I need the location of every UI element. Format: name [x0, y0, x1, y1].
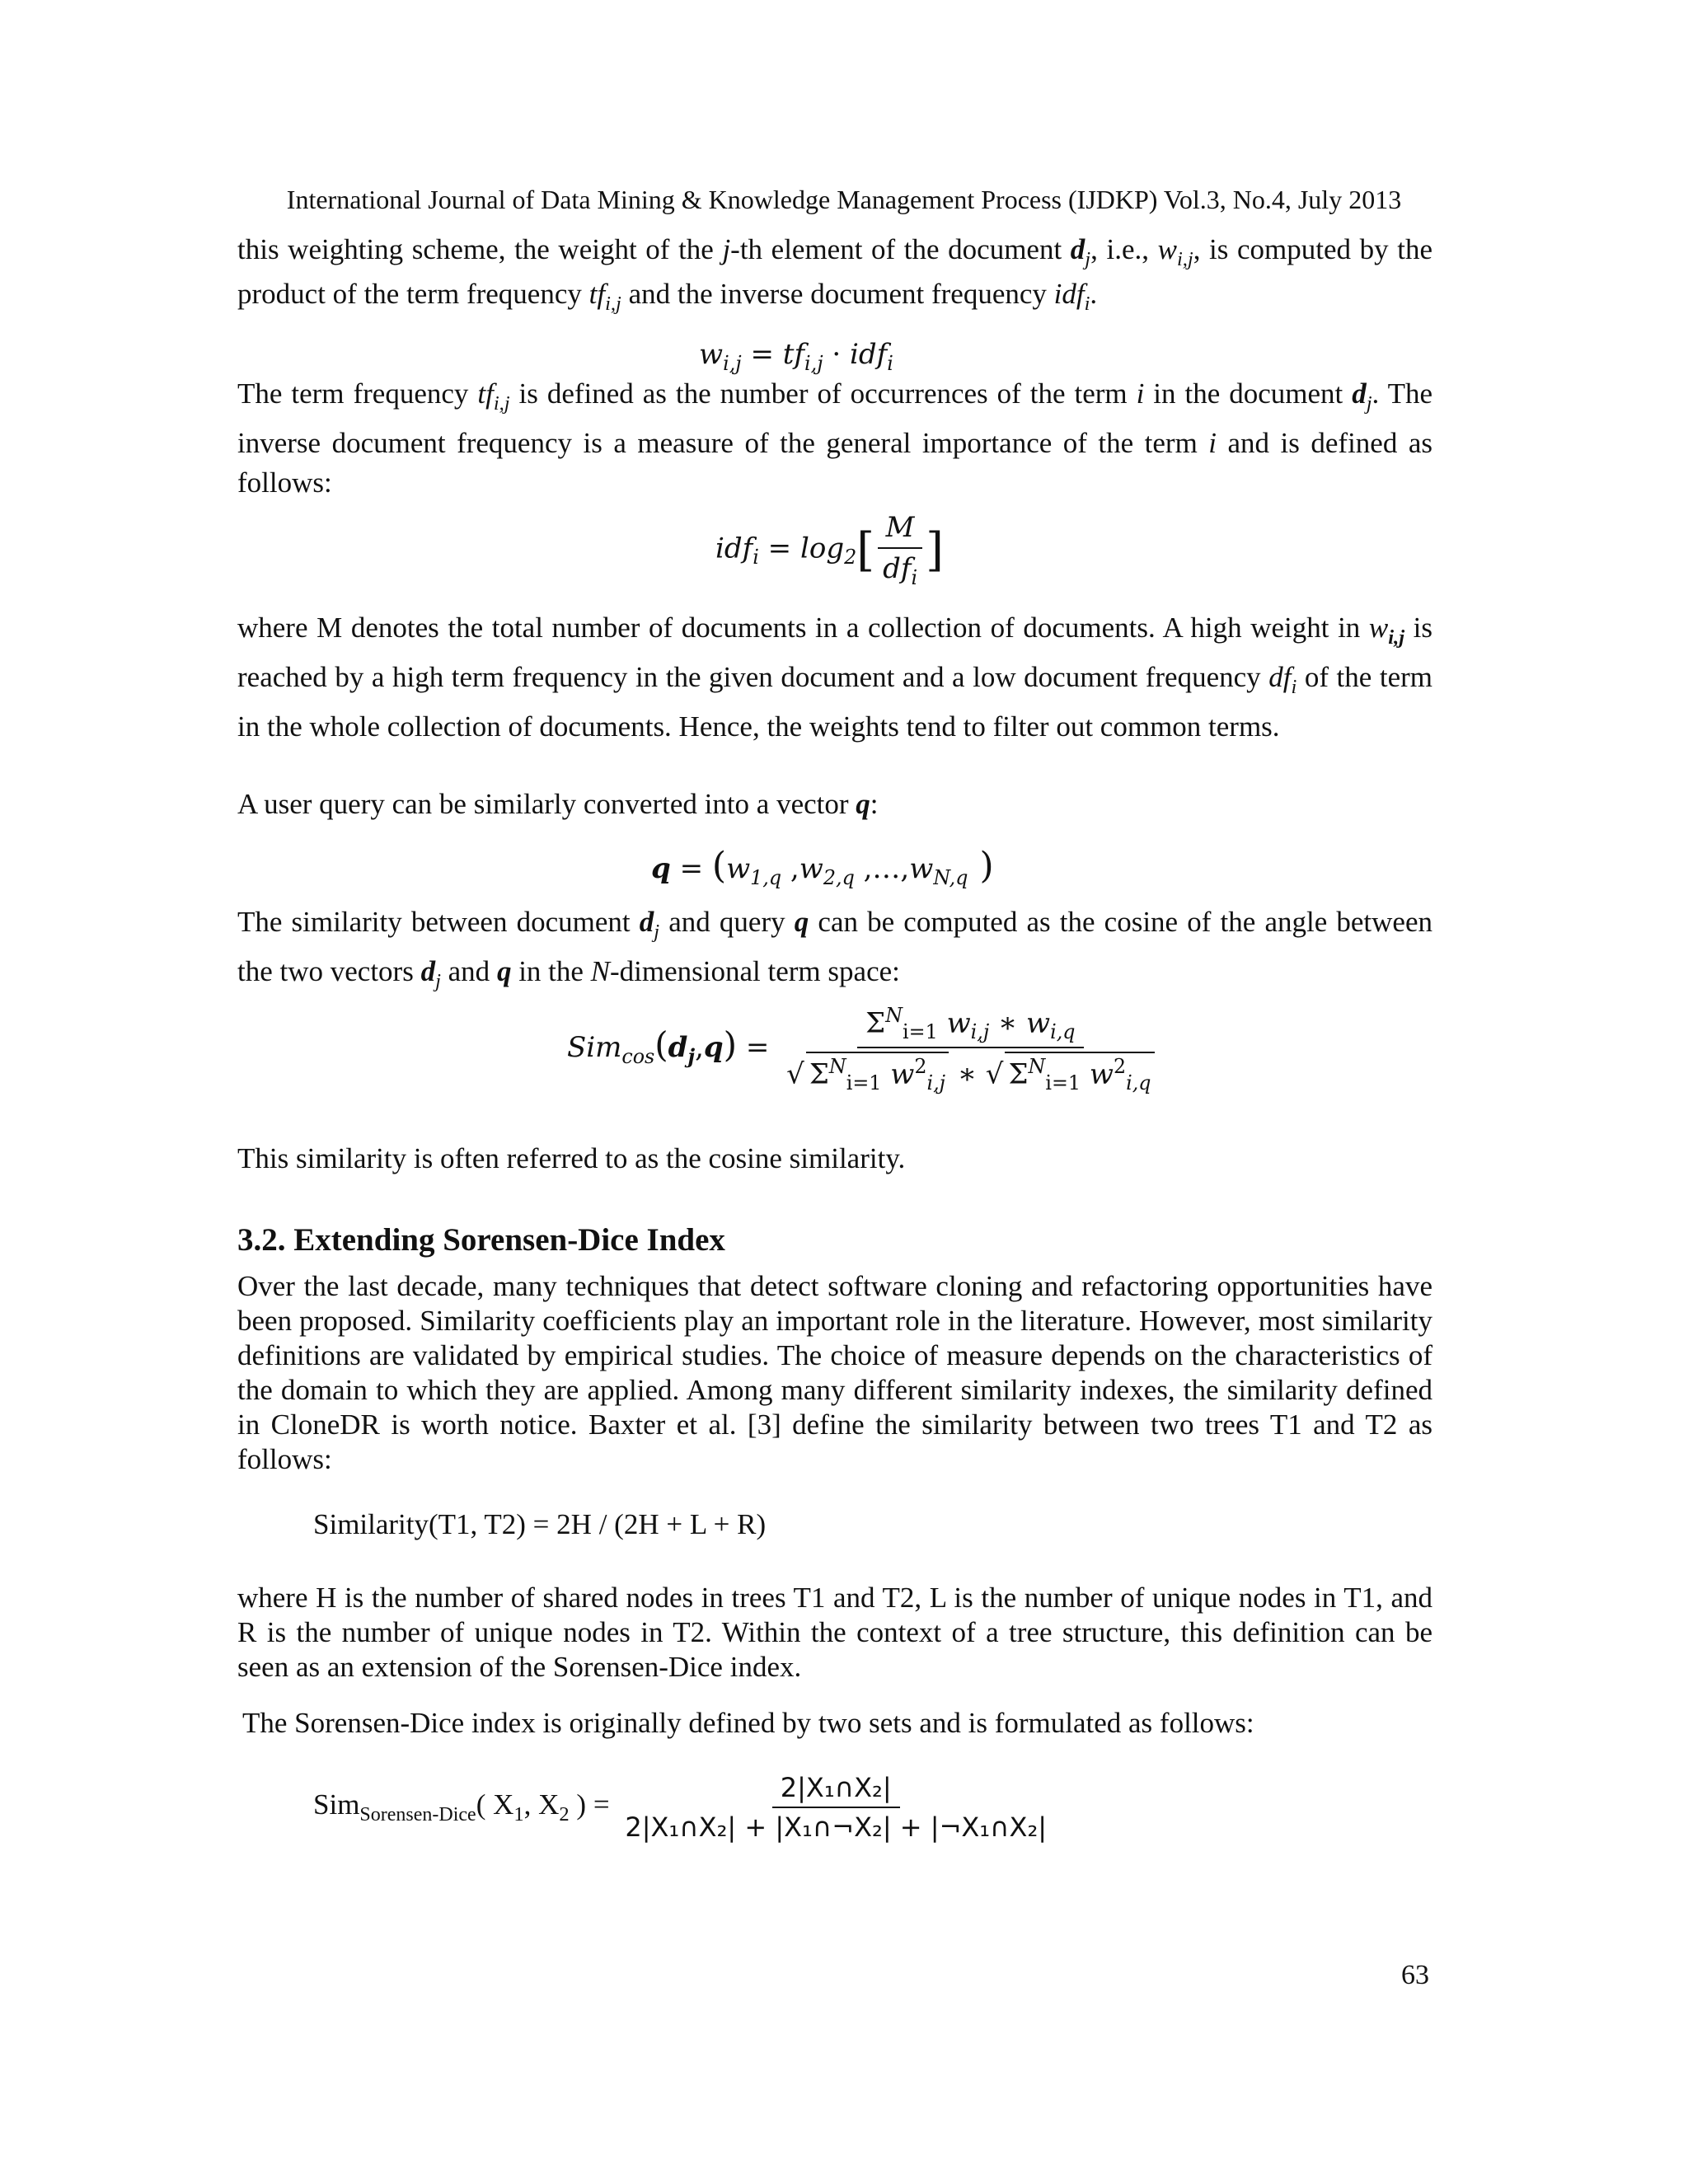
page-number: 63 — [1401, 1960, 1429, 1990]
paragraph-term-frequency: The term frequency $tf_{i,j}$ is defined as the number of occurrences of the term i in the document $d_j$. The inverse document frequency is a measure of the general importance of the term i and is defined as follows: — [237, 377, 1432, 499]
paragraph-cosine-intro: The similarity between document $d_j$ and query q can be computed as the cosine of the angle between the two vectors $d_j$ and q in the N-dimensional term space: — [237, 906, 1432, 992]
equation-weight: $w_{i,j} = tf_{i,j} \cdot idf_i$ — [699, 338, 893, 375]
paragraph-query-vector: A user query can be similarly converted into a vector q: — [237, 788, 879, 820]
paragraph-tfidf-intro: this weighting scheme, the weight of the j-th element of the document $d_j$, i.e., $w_{i,j}$, is computed by the product of the term frequency $tf_{i,j}$ and the inverse document frequency idf$_i$. — [237, 233, 1433, 315]
running-header: International Journal of Data Mining & Knowledge Management Process (IJDKP) Vol.3, No.4, July 2013 — [286, 185, 1402, 214]
paragraph-idf-explanation: where M denotes the total number of documents in a collection of documents. A high weight in $w_{i,j}$ is reached by a high term frequency in the given document and a low document frequency $df_i$ of the term in the whole collection of documents. Hence, the weights tend to filter out common terms. — [237, 612, 1432, 743]
equation-idf: $idf_i = \log_2$[ $\frac{M}{df_i}$ ] — [715, 511, 944, 589]
paragraph-clone-detection: Over the last decade, many techniques that detect software cloning and refactoring opportunities have been proposed. Similarity coefficients play an important role in the literature. However, most similarity definitions are validated by empirical studies. The choice of measure depends on the characteristics of the domain to which they are applied. Among many different similarity indexes, the similarity defined in CloneDR is worth notice. Baxter et al. [3] define the similarity between two trees T1 and T2 as follows: — [237, 1270, 1432, 1475]
equation-tree-similarity: Similarity(T1, T2) = 2H / (2H + L + R) — [313, 1508, 767, 1540]
equation-sorensen-dice: Sim$_{Sorensen-Dice}$( $X_1$, $X_2$ ) = $\frac{\text{2|X₁∩X₂|}}{\text{2|X₁∩X₂| + |X₁∩¬X₂| + |¬X₁∩X₂|}}$ — [313, 1772, 1048, 1843]
equation-query-vector: $q = (w_{1,q}$ $,w_{2,q}$ $,\dots,w_{N,q}$ ) — [651, 845, 994, 889]
equation-cosine-similarity: $Sim_{cos}(d_j,q)$ = $\frac{\Sigma^N_{i=1} w_{i,j} ∗ w_{i,q}}{√ \Sigma^N_{i=1} w^2_{i,j} ∗ √ \Sigma^N_{i=1} w^2_{i,q}}$ — [567, 1004, 1163, 1094]
paragraph-sorensen-definition: The Sorensen-Dice index is originally defined by two sets and is formulated as follows: — [242, 1707, 1254, 1739]
paragraph-tree-nodes: where H is the number of shared nodes in trees T1 and T2, L is the number of unique nodes in T1, and R is the number of unique nodes in T2. Within the context of a tree structure, this definition can be seen as an extension of the Sorensen-Dice index. — [237, 1582, 1432, 1683]
section-heading: 3.2. Extending Sorensen-Dice Index — [237, 1222, 725, 1258]
paragraph-cosine-note: This similarity is often referred to as the cosine similarity. — [237, 1142, 906, 1174]
